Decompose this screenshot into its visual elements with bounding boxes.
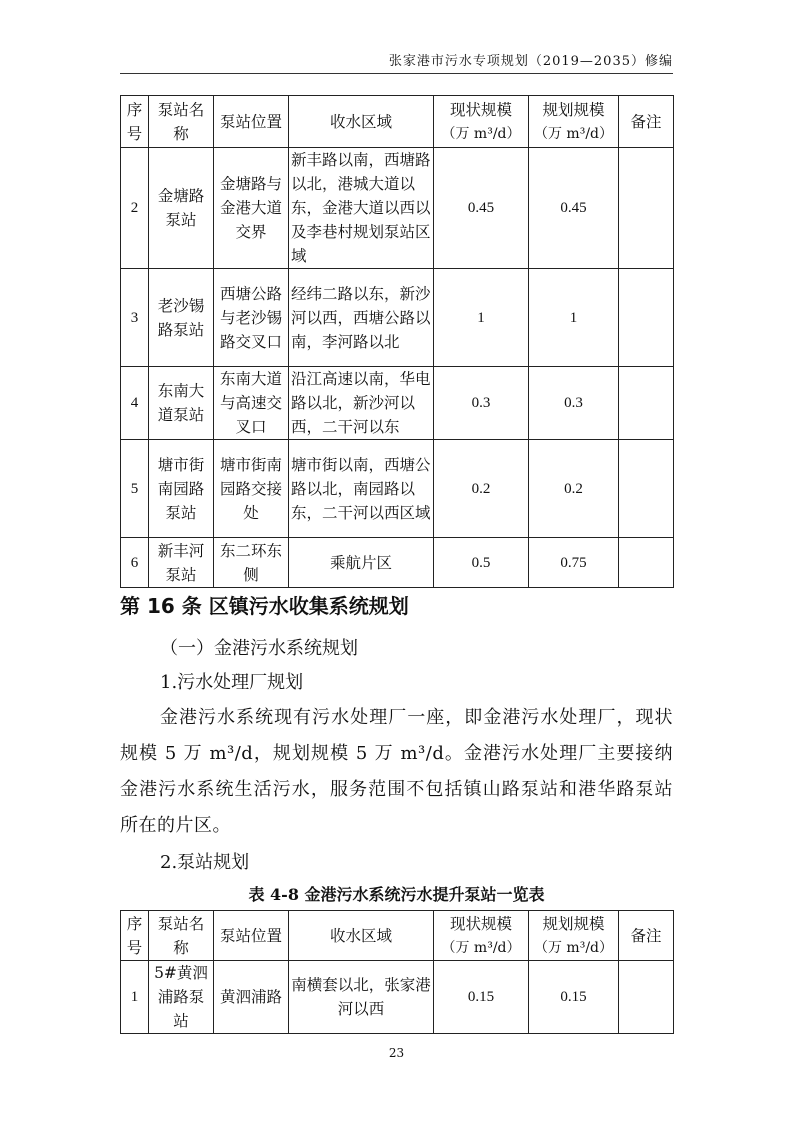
cell-note [619, 538, 674, 588]
header-location: 泵站位置 [214, 911, 289, 961]
cell-no: 4 [121, 367, 149, 440]
header-planned: 规划规模 （万 m³/d） [529, 911, 619, 961]
cell-location: 黄泗浦路 [214, 961, 289, 1034]
cell-location: 塘市街南园路交接处 [214, 440, 289, 538]
table-row [121, 961, 674, 1034]
cell-no: 5 [121, 440, 149, 538]
cell-area: 经纬二路以东，新沙河以西，西塘公路以南，李河路以北 [289, 269, 434, 367]
section-title: 第 16 条 区镇污水收集系统规划 [120, 594, 409, 618]
table-row [121, 148, 674, 269]
cell-location: 金塘路与金港大道交界 [214, 148, 289, 269]
table-row [121, 269, 674, 367]
body-paragraph: 金港污水系统现有污水处理厂一座，即金港污水处理厂，现状规模 5 万 m³/d，规划规模 5 万 m³/d。金港污水处理厂主要接纳金港污水系统生活污水，服务范围不包括镇山路泵站和港华路泵站所在的片区。 [120, 707, 673, 836]
header-note: 备注 [619, 911, 674, 961]
header-location: 泵站位置 [214, 96, 289, 148]
header-no: 序号 [121, 911, 149, 961]
header-planned: 规划规模 （万 m³/d） [529, 96, 619, 148]
cell-current: 0.5 [434, 538, 529, 588]
item-heading-pump: 2.泵站规划 [160, 852, 250, 873]
cell-area: 新丰路以南，西塘路以北，港城大道以东，金港大道以西以及李巷村规划泵站区域 [289, 148, 434, 269]
table-row [121, 440, 674, 538]
cell-no: 2 [121, 148, 149, 269]
cell-no: 6 [121, 538, 149, 588]
cell-area: 沿江高速以南，华电路以北，新沙河以西，二干河以东 [289, 367, 434, 440]
header-no: 序号 [121, 96, 149, 148]
header-area: 收水区域 [289, 911, 434, 961]
page-number: 23 [388, 1046, 405, 1060]
header-current: 现状规模 （万 m³/d） [434, 96, 529, 148]
cell-name: 东南大道泵站 [149, 367, 214, 440]
header-divider [120, 73, 673, 74]
cell-name: 新丰河泵站 [149, 538, 214, 588]
cell-name: 5#黄泗浦路泵站 [149, 961, 214, 1034]
cell-current: 0.15 [434, 961, 529, 1034]
cell-area: 乘航片区 [289, 538, 434, 588]
cell-location: 东南大道与高速交叉口 [214, 367, 289, 440]
table-row [121, 538, 674, 588]
cell-name: 老沙锡路泵站 [149, 269, 214, 367]
table-caption: 表 4-8 金港污水系统污水提升泵站一览表 [248, 885, 545, 904]
header-area: 收水区域 [289, 96, 434, 148]
header-name: 泵站名称 [149, 911, 214, 961]
table-header-row [121, 96, 674, 148]
cell-planned: 0.2 [529, 440, 619, 538]
cell-area: 南横套以北，张家港河以西 [289, 961, 434, 1034]
cell-current: 1 [434, 269, 529, 367]
jingang-pump-station-table [120, 910, 674, 1034]
subsection-heading: （一）金港污水系统规划 [160, 638, 358, 659]
cell-name: 塘市街南园路泵站 [149, 440, 214, 538]
cell-note [619, 269, 674, 367]
cell-planned: 0.75 [529, 538, 619, 588]
cell-no: 3 [121, 269, 149, 367]
table-header-row [121, 911, 674, 961]
cell-note [619, 961, 674, 1034]
pump-station-table-continued [120, 95, 674, 588]
cell-planned: 0.45 [529, 148, 619, 269]
cell-location: 西塘公路与老沙锡路交叉口 [214, 269, 289, 367]
cell-planned: 0.15 [529, 961, 619, 1034]
cell-current: 0.45 [434, 148, 529, 269]
table-row [121, 367, 674, 440]
cell-location: 东二环东侧 [214, 538, 289, 588]
item-heading-wwtp: 1.污水处理厂规划 [160, 672, 304, 693]
cell-current: 0.2 [434, 440, 529, 538]
cell-area: 塘市街以南，西塘公路以北，南园路以东，二干河以西区域 [289, 440, 434, 538]
cell-current: 0.3 [434, 367, 529, 440]
header-name: 泵站名称 [149, 96, 214, 148]
cell-planned: 0.3 [529, 367, 619, 440]
running-header: 张家港市污水专项规划（2019—2035）修编 [388, 54, 673, 69]
cell-name: 金塘路泵站 [149, 148, 214, 269]
cell-note [619, 367, 674, 440]
header-current: 现状规模 （万 m³/d） [434, 911, 529, 961]
cell-no: 1 [121, 961, 149, 1034]
cell-note [619, 148, 674, 269]
cell-planned: 1 [529, 269, 619, 367]
cell-note [619, 440, 674, 538]
header-note: 备注 [619, 96, 674, 148]
